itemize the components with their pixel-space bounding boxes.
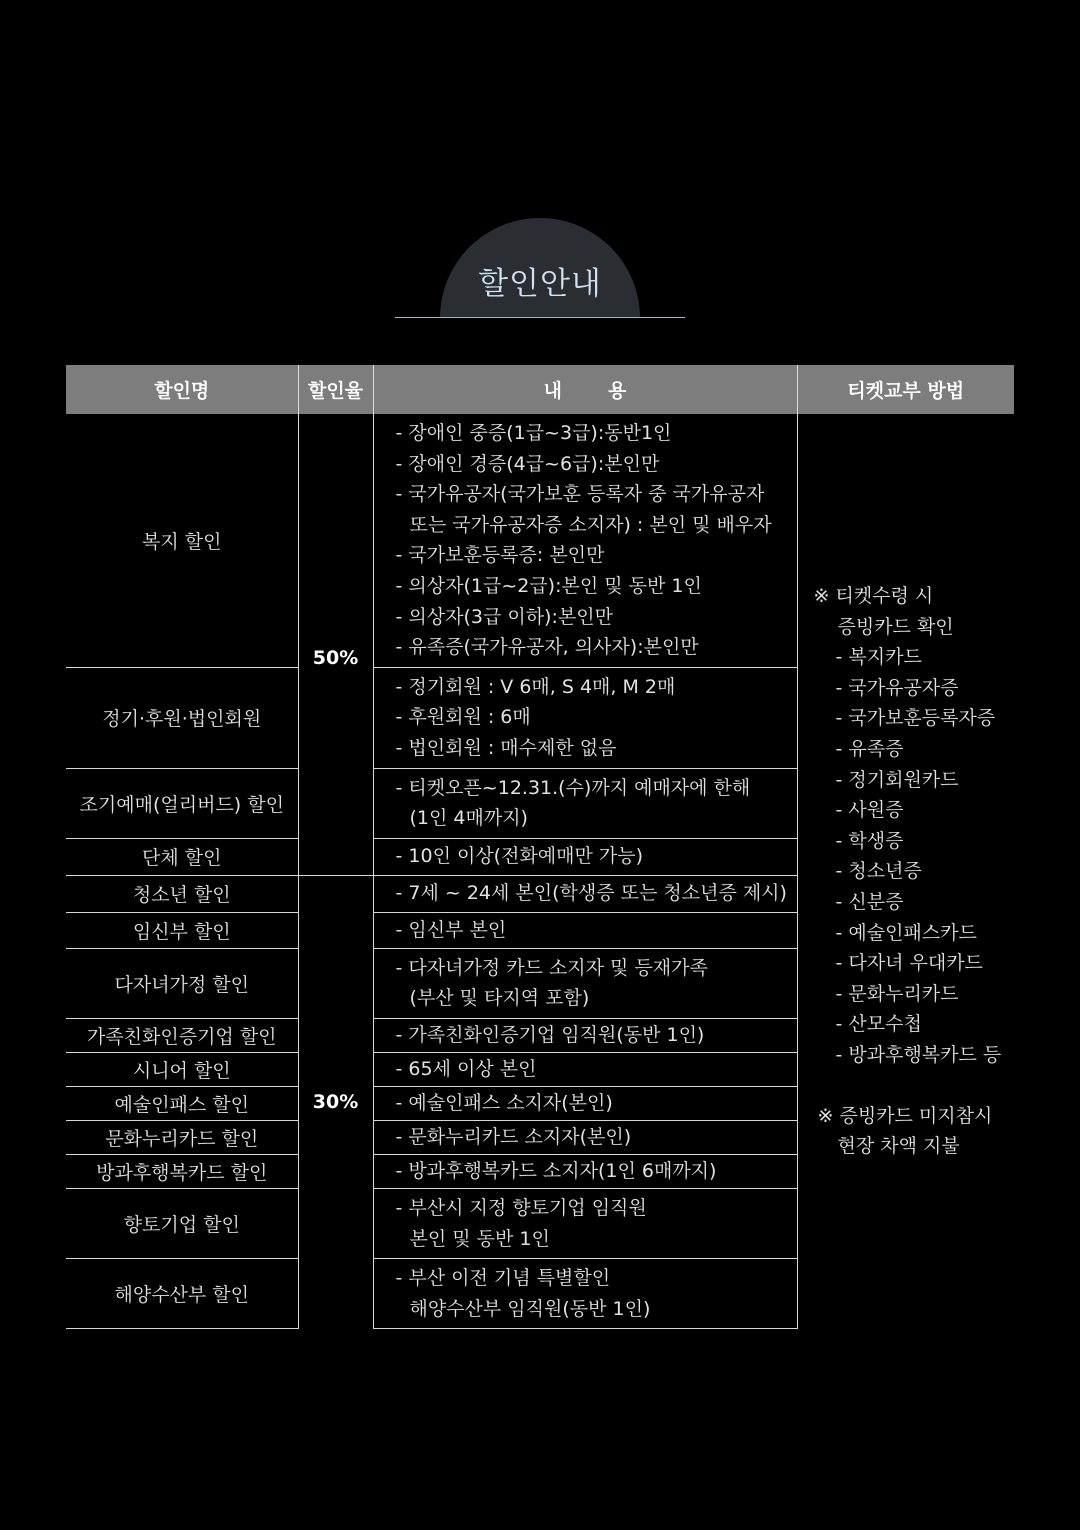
content-line: - 문화누리카드 소지자(본인) bbox=[395, 1126, 632, 1149]
discount-name: 향토기업 할인 bbox=[66, 1188, 298, 1258]
content-line: - 임신부 본인 bbox=[395, 918, 507, 941]
table-row bbox=[66, 414, 1014, 667]
discount-name: 해양수산부 할인 bbox=[66, 1259, 298, 1329]
content-line: - 다자녀가정 카드 소지자 및 등재가족 bbox=[395, 956, 708, 979]
method-card-item: - 산모수첩 bbox=[835, 1013, 922, 1036]
content-line: - 법인회원 : 매수제한 없음 bbox=[395, 736, 617, 759]
discount-rate-50: 50% bbox=[298, 414, 373, 875]
discount-content bbox=[373, 1259, 797, 1329]
method-note-line: 증빙카드 확인 bbox=[837, 615, 954, 638]
discount-content bbox=[373, 1120, 797, 1154]
discount-content bbox=[373, 1052, 797, 1086]
content-line: - 부산시 지정 향토기업 임직원 bbox=[395, 1196, 647, 1219]
discount-name: 가족친화인증기업 할인 bbox=[66, 1018, 298, 1052]
title-underline bbox=[395, 317, 685, 318]
method-card-item: - 사원증 bbox=[835, 799, 904, 822]
discount-name: 다자녀가정 할인 bbox=[66, 948, 298, 1018]
header-method: 티켓교부 방법 bbox=[797, 365, 1014, 414]
content-line: - 부산 이전 기념 특별할인 bbox=[395, 1267, 611, 1290]
content-line: - 방과후행복카드 소지자(1인 6매까지) bbox=[395, 1160, 717, 1183]
title-area bbox=[0, 0, 1080, 330]
discount-content bbox=[373, 1154, 797, 1188]
method-card-item: - 국가보훈등록자증 bbox=[835, 707, 996, 730]
discount-name: 단체 할인 bbox=[66, 838, 298, 875]
method-note-line: ※ 티켓수령 시 bbox=[813, 585, 934, 608]
content-line: 본인 및 동반 1인 bbox=[409, 1227, 550, 1250]
method-spacer bbox=[814, 1071, 1015, 1101]
method-card-item: - 복지카드 bbox=[835, 646, 922, 669]
table-header-row bbox=[66, 365, 1014, 414]
discount-content bbox=[373, 948, 797, 1018]
content-line: 또는 국가유공자증 소지자) : 본인 및 배우자 bbox=[409, 513, 772, 536]
discount-name: 시니어 할인 bbox=[66, 1052, 298, 1086]
content-line: - 정기회원 : V 6매, S 4매, M 2매 bbox=[395, 675, 676, 698]
content-line: - 의상자(1급~2급):본인 및 동반 1인 bbox=[395, 574, 702, 597]
content-line: (1인 4매까지) bbox=[409, 807, 528, 830]
discount-name: 예술인패스 할인 bbox=[66, 1086, 298, 1120]
method-card-item: - 학생증 bbox=[835, 829, 904, 852]
discount-name: 방과후행복카드 할인 bbox=[66, 1154, 298, 1188]
method-card-item: - 국가유공자증 bbox=[835, 676, 959, 699]
method-card-item: - 정기회원카드 bbox=[835, 768, 959, 791]
content-line: - 7세 ~ 24세 본인(학생증 또는 청소년증 제시) bbox=[395, 882, 787, 905]
page-title: 할인안내 bbox=[478, 266, 602, 302]
content-line: (부산 및 타지역 포함) bbox=[409, 987, 590, 1010]
discount-name: 정기·후원·법인회원 bbox=[66, 667, 298, 768]
content-line: - 장애인 경증(4급~6급):본인만 bbox=[395, 452, 660, 475]
header-content bbox=[373, 365, 797, 414]
ticket-method-cell bbox=[797, 414, 1014, 1329]
discount-table bbox=[66, 365, 1014, 1329]
content-line: - 국가유공자(국가보훈 등록자 중 국가유공자 bbox=[395, 483, 765, 506]
method-card-item: - 유족증 bbox=[835, 738, 904, 761]
discount-content bbox=[373, 912, 797, 948]
discount-content bbox=[373, 1086, 797, 1120]
header-name: 할인명 bbox=[66, 365, 298, 414]
discount-content bbox=[373, 768, 797, 838]
discount-content bbox=[373, 1188, 797, 1258]
content-line: - 장애인 중증(1급~3급):동반1인 bbox=[395, 422, 672, 444]
method-note-line: ※ 증빙카드 미지참시 bbox=[817, 1104, 993, 1127]
method-card-item: - 다자녀 우대카드 bbox=[835, 952, 983, 975]
discount-name: 임신부 할인 bbox=[66, 912, 298, 948]
method-note-line: 현장 차액 지불 bbox=[837, 1135, 960, 1158]
discount-content bbox=[373, 838, 797, 875]
content-line: - 후원회원 : 6매 bbox=[395, 706, 531, 729]
discount-name: 조기예매(얼리버드) 할인 bbox=[66, 768, 298, 838]
content-line: - 티켓오픈~12.31.(수)까지 예매자에 한해 bbox=[395, 776, 751, 799]
content-line: - 65세 이상 본인 bbox=[395, 1058, 537, 1081]
content-line: - 국가보훈등록증: 본인만 bbox=[395, 544, 605, 567]
discount-content bbox=[373, 1018, 797, 1052]
discount-rate-30: 30% bbox=[298, 875, 373, 1329]
content-line: - 10인 이상(전화예매만 가능) bbox=[395, 845, 644, 868]
discount-content bbox=[373, 875, 797, 912]
header-content-label: 내용 bbox=[543, 380, 673, 402]
discount-name: 문화누리카드 할인 bbox=[66, 1120, 298, 1154]
content-line: - 예술인패스 소지자(본인) bbox=[395, 1092, 613, 1115]
discount-content bbox=[373, 667, 797, 768]
discount-content bbox=[373, 414, 797, 667]
content-line: 해양수산부 임직원(동반 1인) bbox=[409, 1297, 651, 1320]
content-line: - 가족친화인증기업 임직원(동반 1인) bbox=[395, 1024, 705, 1047]
header-rate: 할인율 bbox=[298, 365, 373, 414]
discount-name: 청소년 할인 bbox=[66, 875, 298, 912]
content-line: - 유족증(국가유공자, 의사자):본인만 bbox=[395, 636, 699, 659]
method-card-item: - 문화누리카드 bbox=[835, 982, 959, 1005]
method-card-item: - 방과후행복카드 등 bbox=[835, 1043, 1002, 1066]
method-card-item: - 신분증 bbox=[835, 890, 904, 913]
content-line: - 의상자(3급 이하):본인만 bbox=[395, 605, 613, 628]
method-card-item: - 예술인패스카드 bbox=[835, 921, 977, 944]
discount-name: 복지 할인 bbox=[142, 530, 222, 553]
method-card-item: - 청소년증 bbox=[835, 860, 922, 883]
